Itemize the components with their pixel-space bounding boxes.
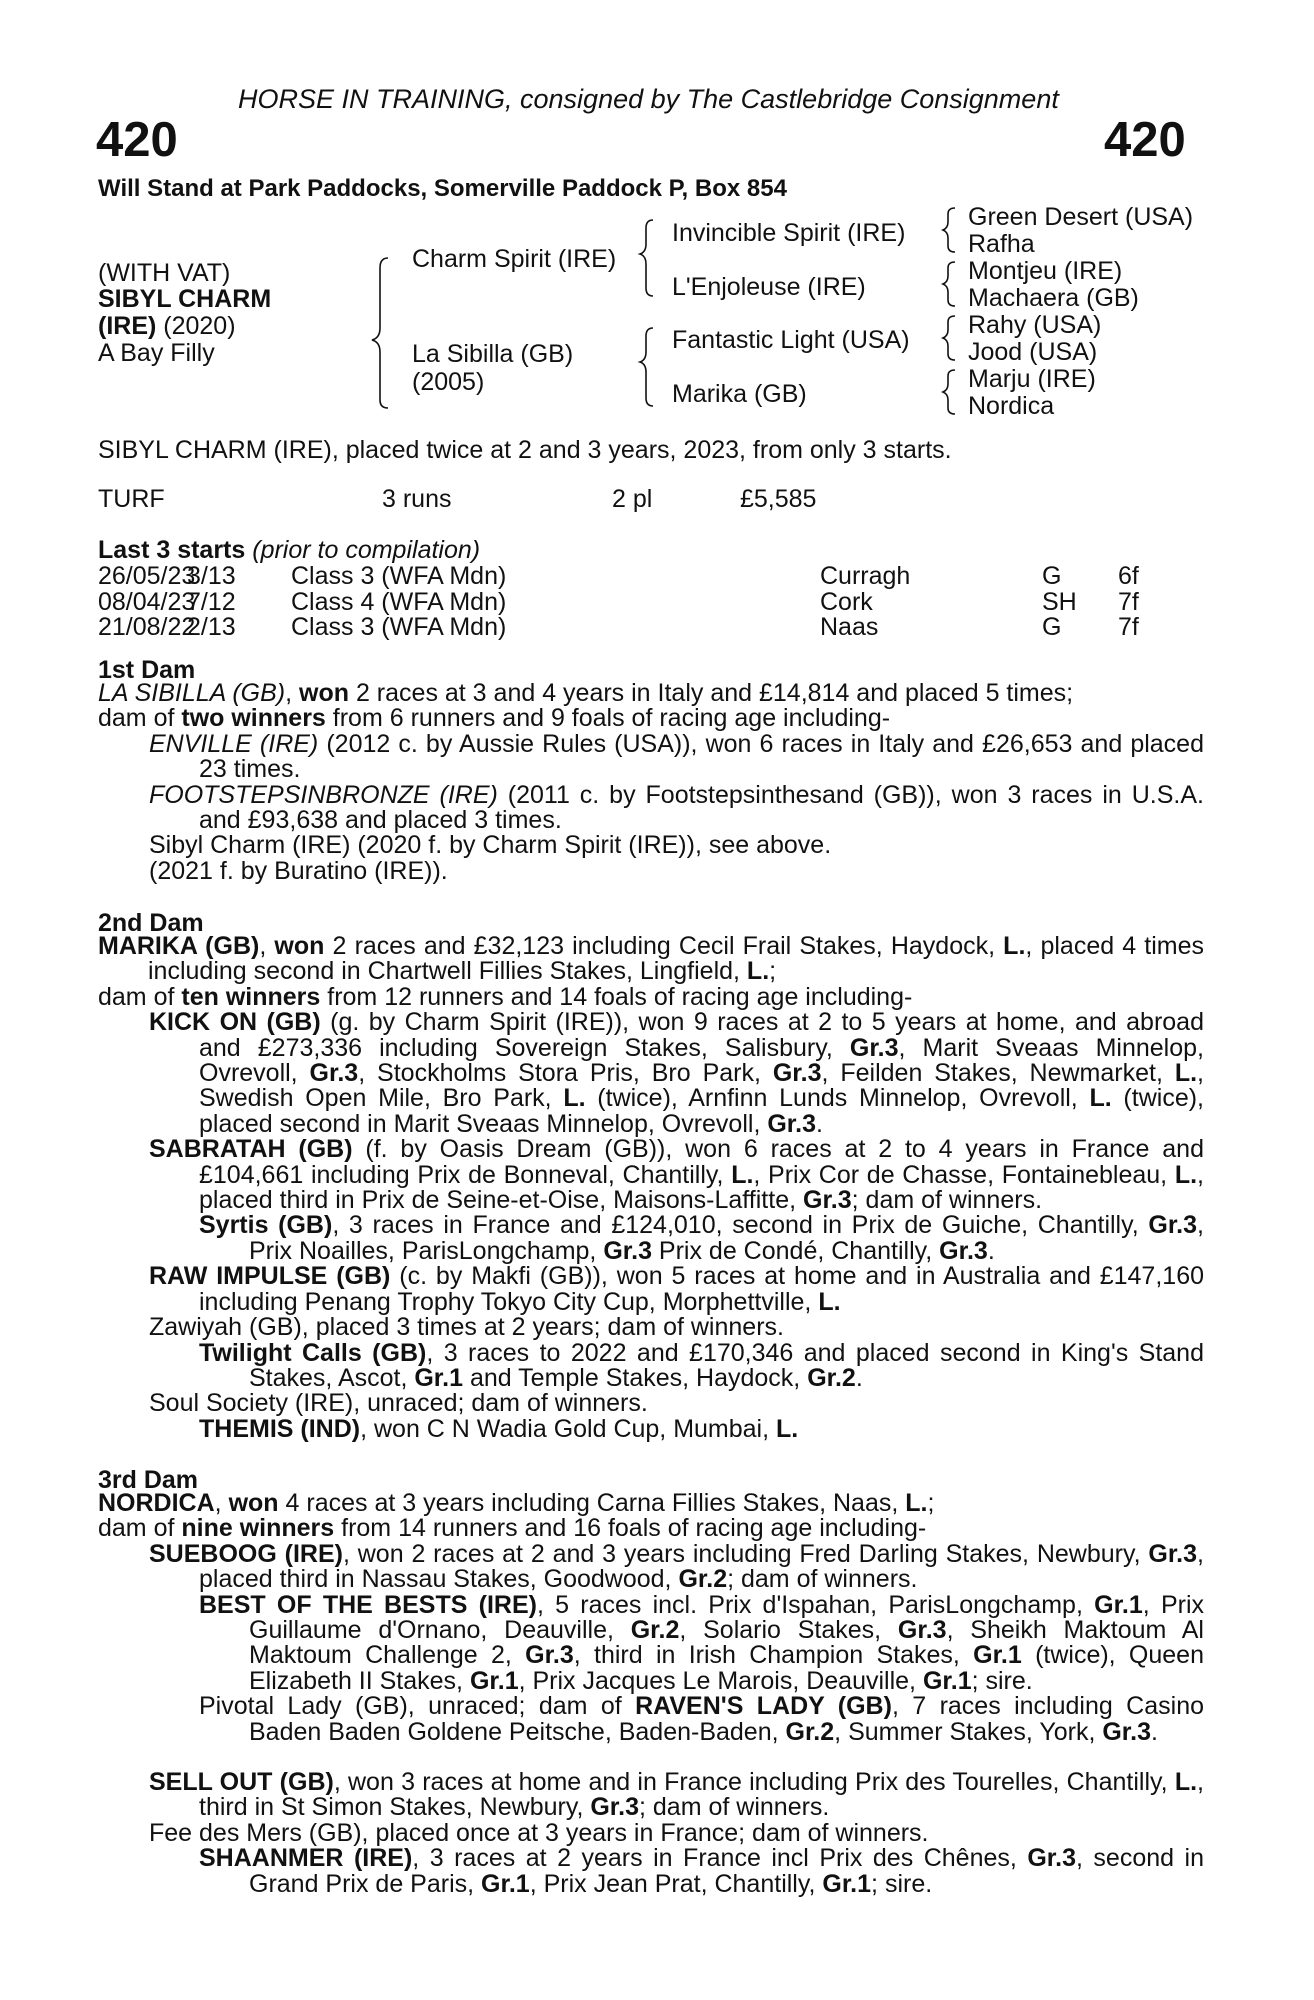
dam3-grandproduce-entry: Pivotal Lady (GB), unraced; dam of RAVEN'S LADY (GB), 7 races including Casino Baden Baden Goldene Peitsche, Baden-Baden, Gr.2, Summer Stakes, York, Gr.3. [199,1692,1204,1746]
pedigree-sire: Charm Spirit (IRE) [412,245,617,273]
last-starts-title: Last 3 starts [98,536,246,564]
dam2-grandproduce-entry: THEMIS (IND), won C N Wadia Gold Cup, Mumbai, L. [199,1414,799,1443]
dam2-produce-intro: dam of ten winners from 12 runners and 14 foals of racing age including- [98,982,913,1011]
catalogue-header: HORSE IN TRAINING, consigned by The Castlebridge Consignment [238,84,1059,114]
record-placed: 2 pl [612,485,653,513]
pedigree-ggp: Green Desert (USA) [968,203,1194,231]
dam2-grandproduce-entry: Syrtis (GB), 3 races in France and £124,010, second in Prix de Guiche, Chantilly, Gr.3, Prix Noailles, ParisLongchamp, Gr.3 Prix de Condé, Chantilly, Gr.3. [199,1211,1204,1265]
start-pos: 7/12 [187,587,236,616]
dam1-produce-entry: FOOTSTEPSINBRONZE (IRE) (2011 c. by Footstepsinthesand (GB)), won 3 races in U.S.A. and £93,638 and placed 3 times. [149,780,1204,835]
start-race: Class 3 (WFA Mdn) [291,613,507,641]
vat-note: (WITH VAT) [98,259,231,287]
pedigree-dam-dam: Marika (GB) [672,380,807,408]
pedigree-sire-sire: Invincible Spirit (IRE) [672,219,906,247]
dam1-produce-entry: (2021 f. by Buratino (IRE)). [149,856,448,885]
dam1-intro: LA SIBILLA (GB), won 2 races at 3 and 4 years in Italy and £14,814 and placed 5 times; [98,679,1074,707]
pedigree-ggp: Jood (USA) [968,338,1098,366]
start-course: Cork [820,587,873,616]
dam2-grandproduce-entry: Twilight Calls (GB), 3 races to 2022 and £170,346 and placed second in King's Stand Stakes, Ascot, Gr.1 and Temple Stakes, Haydock, Gr.2. [199,1338,1204,1392]
horse-year: (2020) [156,312,236,340]
pedigree-ggp: Rafha [968,230,1035,258]
race-summary: SIBYL CHARM (IRE), placed twice at 2 and 3 years, 2023, from only 3 starts. [98,436,952,464]
dam3-grandproduce-entry: SHAANMER (IRE), 3 races at 2 years in France incl Prix des Chênes, Gr.3, second in Grand Prix de Paris, Gr.1, Prix Jean Prat, Chantilly, Gr.1; sire. [199,1844,1204,1898]
start-date: 26/05/23 [98,562,196,590]
dam2-produce-entry: RAW IMPULSE (GB) (c. by Makfi (GB)), won 5 races at home and in Australia and £147,160 including Penang Trophy Tokyo City Cup, Morphettville, L. [149,1262,1204,1316]
horse-country: (IRE) [98,312,157,340]
start-pos: 2/13 [187,613,236,641]
pedigree-dam-sire: Fantastic Light (USA) [672,326,910,354]
pedigree-ggp: Rahy (USA) [968,311,1102,339]
dam3-produce-entry: Fee des Mers (GB), placed once at 3 years in France; dam of winners. [149,1818,929,1847]
pedigree-sire-dam: L'Enjoleuse (IRE) [672,273,866,301]
pedigree-ggp: Marju (IRE) [968,365,1096,393]
pedigree-ggp: Nordica [968,392,1055,420]
dam1-produce-entry: ENVILLE (IRE) (2012 c. by Aussie Rules (USA)), won 6 races in Italy and £26,653 and placed 23 times. [149,729,1204,784]
section-heading-2nd-dam: 2nd Dam [98,909,204,937]
lot-number-right: 420 [1104,113,1186,167]
start-course: Curragh [820,562,911,590]
dam1-paragraph [98,681,1204,884]
record-runs: 3 runs [382,485,452,513]
start-date: 21/08/22 [98,613,196,641]
dam3-produce-entry: SUEBOOG (IRE), won 2 races at 2 and 3 years including Fred Darling Stakes, Newbury, Gr.3, placed third in Nassau Stakes, Goodwood, Gr.2; dam of winners. [149,1539,1204,1594]
dam1-produce-intro: dam of two winners from 6 runners and 9 foals of racing age including- [98,704,891,733]
start-race: Class 4 (WFA Mdn) [291,587,507,616]
dam3-grandproduce-entry: BEST OF THE BESTS (IRE), 5 races incl. Prix d'Ispahan, ParisLongchamp, Gr.1, Prix Guillaume d'Ornano, Deauville, Gr.2, Solario Stakes, Gr.3, Sheikh Maktoum Al Maktoum Challenge 2, Gr.3, third in Irish Champion Stakes, Gr.1 (twice), Queen Elizabeth II Stakes, Gr.1, Prix Jacques Le Marois, Deauville, Gr.1; sire. [199,1590,1204,1695]
dam1-produce-entry: Sibyl Charm (IRE) (2020 f. by Charm Spirit (IRE)), see above. [149,831,832,860]
dam2-produce-entry: SABRATAH (GB) (f. by Oasis Dream (GB)), won 6 races at 2 to 4 years in France and £104,661 including Prix de Bonneval, Chantilly, L., Prix Cor de Chasse, Fontainebleau, L., placed third in Prix de Seine-et-Oise, Maisons-Laffitte, Gr.3; dam of winners. [149,1135,1204,1215]
start-dist: 7f [1118,613,1139,641]
stand-location: Will Stand at Park Paddocks, Somerville Paddock P, Box 854 [98,175,787,202]
start-race: Class 3 (WFA Mdn) [291,562,507,590]
dam2-produce-entry: Soul Society (IRE), unraced; dam of winners. [149,1389,648,1418]
start-date: 08/04/23 [98,587,196,616]
start-course: Naas [820,613,879,641]
pedigree-ggp: Machaera (GB) [968,284,1139,312]
dam2-produce-entry: KICK ON (GB) (g. by Charm Spirit (IRE)), won 9 races at 2 to 5 years at home, and abroad and £273,336 including Sovereign Stakes, Salisbury, Gr.3, Marit Sveaas Minnelop, Ovrevoll, Gr.3, Stockholms Stora Pris, Bro Park, Gr.3, Feilden Stakes, Newmarket, L., Swedish Open Mile, Bro Park, L. (twice), Arnfinn Lunds Minnelop, Ovrevoll, L. (twice), placed second in Marit Sveaas Minnelop, Ovrevoll, Gr.3. [149,1008,1204,1138]
pedigree-ggp: Montjeu (IRE) [968,257,1123,285]
dam3-paragraph [98,1491,1204,1897]
lot-number-left: 420 [96,113,178,167]
start-going: G [1042,613,1062,641]
section-heading-1st-dam: 1st Dam [98,656,196,684]
dam2-intro: MARIKA (GB), won 2 races and £32,123 including Cecil Frail Stakes, Haydock, L., placed 4 times including second in Chartwell Fillies Stakes, Lingfield, L.; [98,932,1204,986]
last-starts-note: (prior to compilation) [252,536,481,564]
pedigree-dam-year: (2005) [412,368,485,396]
start-going: G [1042,562,1062,590]
record-earnings: £5,585 [740,485,817,513]
dam2-paragraph [98,934,1204,1442]
section-heading-3rd-dam: 3rd Dam [98,1466,199,1494]
horse-name: SIBYL CHARM [98,285,272,313]
dam3-intro: NORDICA, won 4 races at 3 years including Carna Fillies Stakes, Naas, L.; [98,1489,935,1517]
pedigree-dam: La Sibilla (GB) [412,340,574,368]
dam3-produce-intro: dam of nine winners from 14 runners and 16 foals of racing age including- [98,1514,927,1543]
start-dist: 6f [1118,562,1139,590]
horse-description: A Bay Filly [98,339,215,367]
start-dist: 7f [1118,587,1139,616]
start-going: SH [1042,587,1077,616]
dam2-produce-entry: Zawiyah (GB), placed 3 times at 2 years; dam of winners. [149,1313,784,1342]
dam3-produce-entry: SELL OUT (GB), won 3 races at home and in France including Prix des Tourelles, Chantilly, L., third in St Simon Stakes, Newbury, Gr.3; dam of winners. [149,1768,1204,1822]
record-surface: TURF [98,485,165,513]
start-pos: 3/13 [187,562,236,590]
